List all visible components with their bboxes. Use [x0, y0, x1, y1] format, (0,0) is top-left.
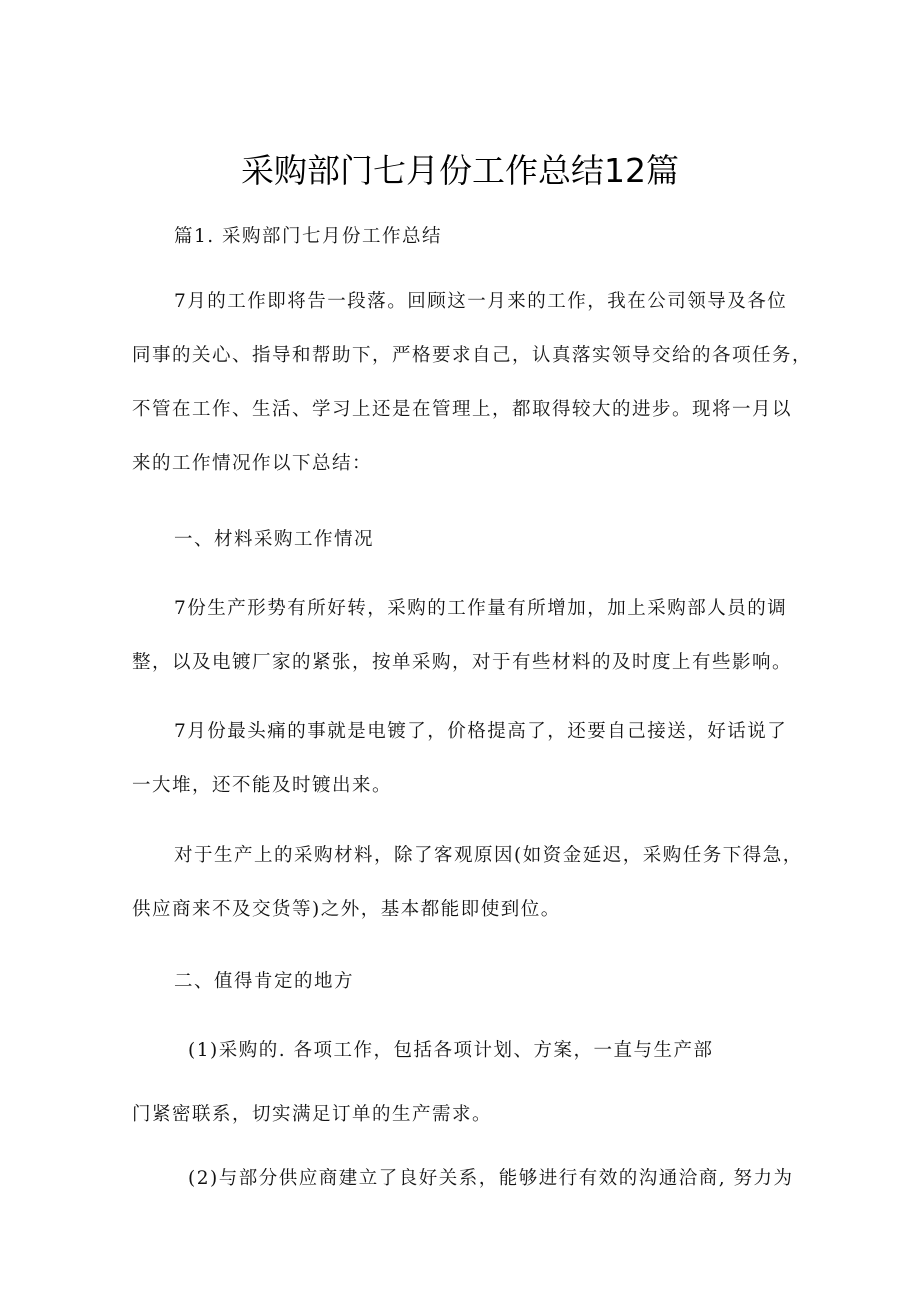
- text-line: (1)采购的. 各项工作，包括各项计划、方案，一直与生产部: [188, 1040, 714, 1061]
- document-title: 采购部门七月份工作总结12篇: [241, 151, 679, 190]
- paragraph-point-1: [132, 1024, 802, 1078]
- text-line: 对于生产上的采购材料，除了客观原因(如资金延迟，采购任务下得急，: [174, 845, 803, 866]
- text-line: 整，以及电镀厂家的紧张，按单采购，对于有些材料的及时度上有些影响。: [132, 652, 793, 673]
- section-heading-article-1: [132, 210, 802, 264]
- text-line: 篇1. 采购部门七月份工作总结: [174, 226, 443, 247]
- text-line: 7月的工作即将告一段落。回顾这一月来的工作，我在公司领导及各位: [174, 291, 788, 312]
- text-line: 7份生产形势有所好转，采购的工作量有所增加，加上采购部人员的调: [174, 598, 788, 619]
- paragraph-electroplating: [132, 705, 802, 813]
- text-line: 7月份最头痛的事就是电镀了，价格提高了，还要自己接送，好话说了: [174, 721, 788, 742]
- paragraph-material-delivery: [132, 829, 802, 937]
- paragraph-intro: [132, 275, 813, 491]
- paragraph-point-2: [132, 1152, 802, 1206]
- paragraph-point-1-continued: [132, 1088, 802, 1142]
- text-line: 同事的关心、指导和帮助下，严格要求自己，认真落实领导交给的各项任务，: [132, 345, 813, 366]
- text-line: 不管在工作、生活、学习上还是在管理上，都取得较大的进步。现将一月以: [132, 399, 793, 420]
- text-line: 一大堆，还不能及时镀出来。: [132, 775, 393, 796]
- section-heading-positives: [132, 955, 802, 1009]
- paragraph-production-situation: [132, 582, 802, 690]
- text-line: 门紧密联系，切实满足订单的生产需求。: [132, 1104, 493, 1125]
- text-line: 来的工作情况作以下总结：: [132, 453, 373, 474]
- text-line: 供应商来不及交货等)之外，基本都能即使到位。: [132, 899, 561, 920]
- text-line: 一、材料采购工作情况: [174, 529, 375, 550]
- text-line: 二、值得肯定的地方: [174, 971, 355, 992]
- section-heading-material-purchasing: [132, 513, 802, 567]
- text-line: (2)与部分供应商建立了良好关系，能够进行有效的沟通洽商, 努力为: [188, 1168, 794, 1189]
